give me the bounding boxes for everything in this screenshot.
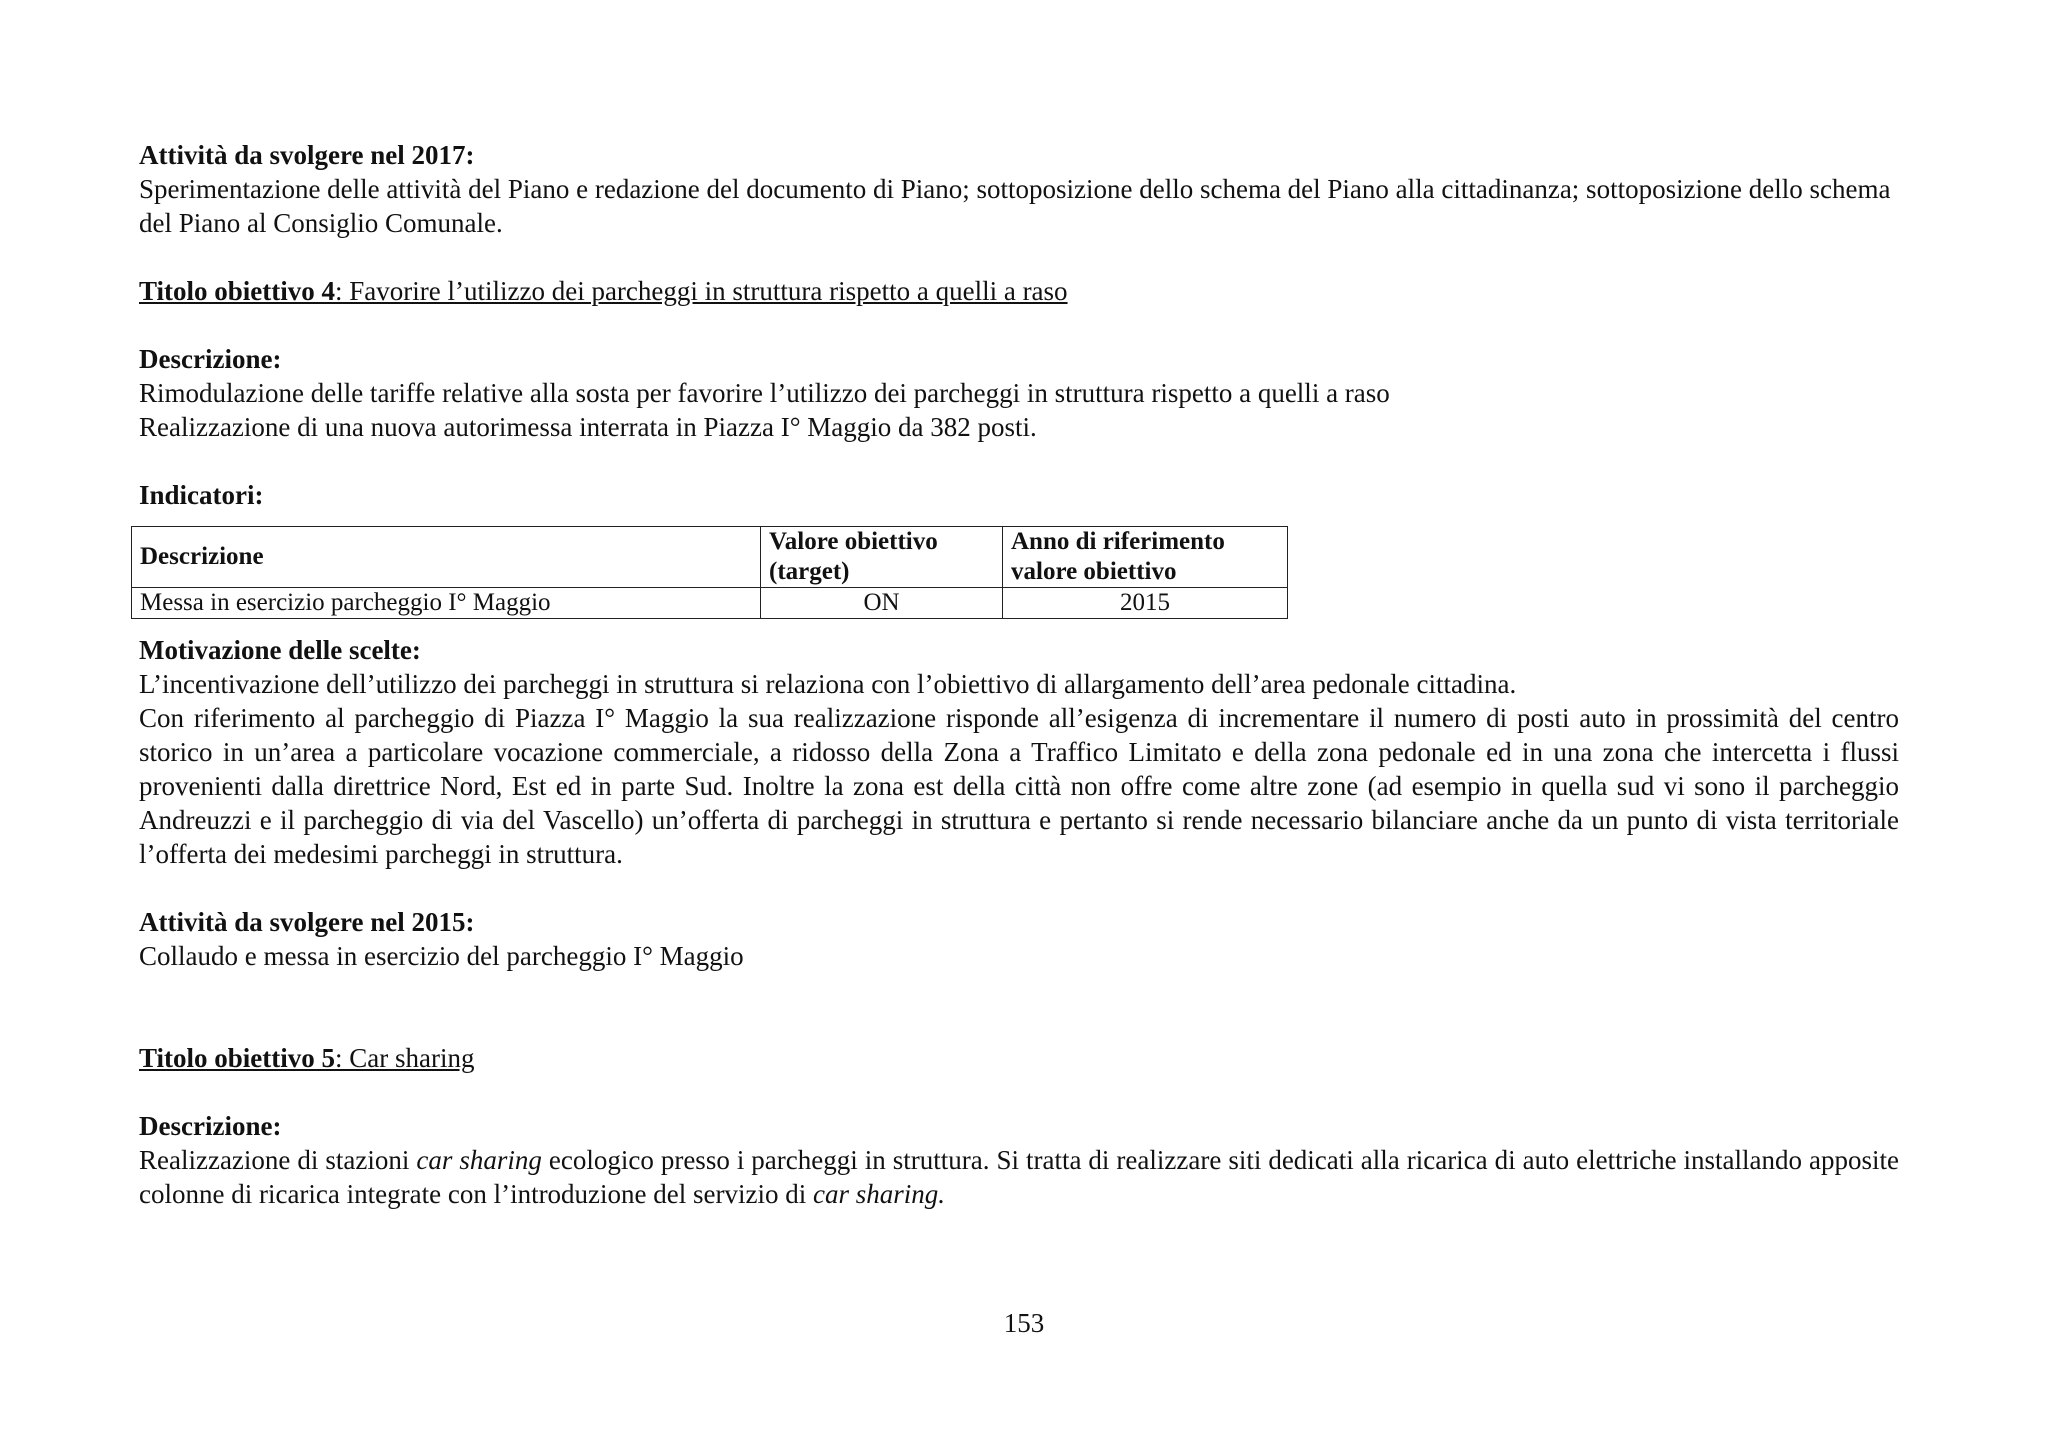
indicators-table bbox=[131, 526, 1288, 619]
objective-5-label: Titolo obiettivo 5 bbox=[139, 1043, 336, 1073]
objective-5-title-text: Car sharing bbox=[342, 1043, 475, 1073]
table-cell-description: Messa in esercizio parcheggio I° Maggio bbox=[132, 588, 761, 619]
activities-2015-heading: Attività da svolgere nel 2015: bbox=[139, 907, 475, 937]
activities-2017-heading: Attività da svolgere nel 2017: bbox=[139, 140, 475, 170]
objective-5-title bbox=[139, 1041, 1899, 1075]
table-cell-year: 2015 bbox=[1003, 588, 1288, 619]
document-page bbox=[139, 138, 1899, 1211]
objective-4-title bbox=[139, 274, 1899, 308]
objective-4-title-text: Favorire l’utilizzo dei parcheggi in struttura rispetto a quelli a raso bbox=[342, 276, 1068, 306]
objective-4-description-heading: Descrizione: bbox=[139, 344, 282, 374]
table-header-row bbox=[132, 527, 1288, 588]
activities-2017-text: Sperimentazione delle attività del Piano e redazione del documento di Piano; sottoposizione dello schema del Piano alla cittadinanza; sottoposizione dello schema del Piano al Consiglio Comunale. bbox=[139, 174, 1891, 238]
objective-4-label: Titolo obiettivo 4 bbox=[139, 276, 336, 306]
motivation-heading: Motivazione delle scelte: bbox=[139, 635, 421, 665]
table-header-description: Descrizione bbox=[132, 527, 761, 588]
objective-5-desc-italic-1: car sharing bbox=[416, 1145, 542, 1175]
motivation-line-1: L’incentivazione dell’utilizzo dei parcheggi in struttura si relaziona con l’obiettivo di allargamento dell’area pedonale cittadina. bbox=[139, 669, 1517, 699]
table-row bbox=[132, 588, 1288, 619]
page-number: 153 bbox=[1003, 1308, 1045, 1338]
objective-5-separator: : bbox=[335, 1043, 343, 1073]
objective-5-desc-italic-2: car sharing. bbox=[813, 1179, 946, 1209]
table-header-target: Valore obiettivo (target) bbox=[761, 527, 1003, 588]
indicators-heading: Indicatori: bbox=[139, 480, 264, 510]
objective-4-separator: : bbox=[335, 276, 343, 306]
activities-2015-text: Collaudo e messa in esercizio del parcheggio I° Maggio bbox=[139, 941, 744, 971]
objective-5-desc-part-1: Realizzazione di stazioni bbox=[139, 1145, 417, 1175]
objective-5-description bbox=[139, 1143, 1899, 1211]
objective-4-description-line-2: Realizzazione di una nuova autorimessa interrata in Piazza I° Maggio da 382 posti. bbox=[139, 412, 1037, 442]
table-cell-target: ON bbox=[761, 588, 1003, 619]
table-header-reference-year: Anno di riferimento valore obiettivo bbox=[1003, 527, 1288, 588]
objective-5-desc-part-2: ecologico presso i parcheggi in struttura. Si tratta di realizzare siti dedicati alla ricarica di auto elettriche installando apposite colonne di ricarica integrate con l’introduzione del servizio di bbox=[139, 1145, 1900, 1209]
objective-5-description-heading: Descrizione: bbox=[139, 1111, 282, 1141]
objective-4-description-line-1: Rimodulazione delle tariffe relative alla sosta per favorire l’utilizzo dei parcheggi in struttura rispetto a quelli a raso bbox=[139, 378, 1390, 408]
motivation-paragraph-2: Con riferimento al parcheggio di Piazza I° Maggio la sua realizzazione risponde all’esigenza di incrementare il numero di posti auto in prossimità del centro storico in un’area a particolare vocazione commerciale, a ridosso della Zona a Traffico Limitato e della zona pedonale ed in una zona che intercetta i flussi provenienti dalla direttrice Nord, Est ed in parte Sud. Inoltre la zona est della città non offre come altre zone (ad esempio in quella sud vi sono il parcheggio Andreuzzi e il parcheggio di via del Vascello) un’offerta di parcheggi in struttura e pertanto si rende necessario bilanciare anche da un punto di vista territoriale l’offerta dei medesimi parcheggi in struttura. bbox=[139, 703, 1899, 869]
